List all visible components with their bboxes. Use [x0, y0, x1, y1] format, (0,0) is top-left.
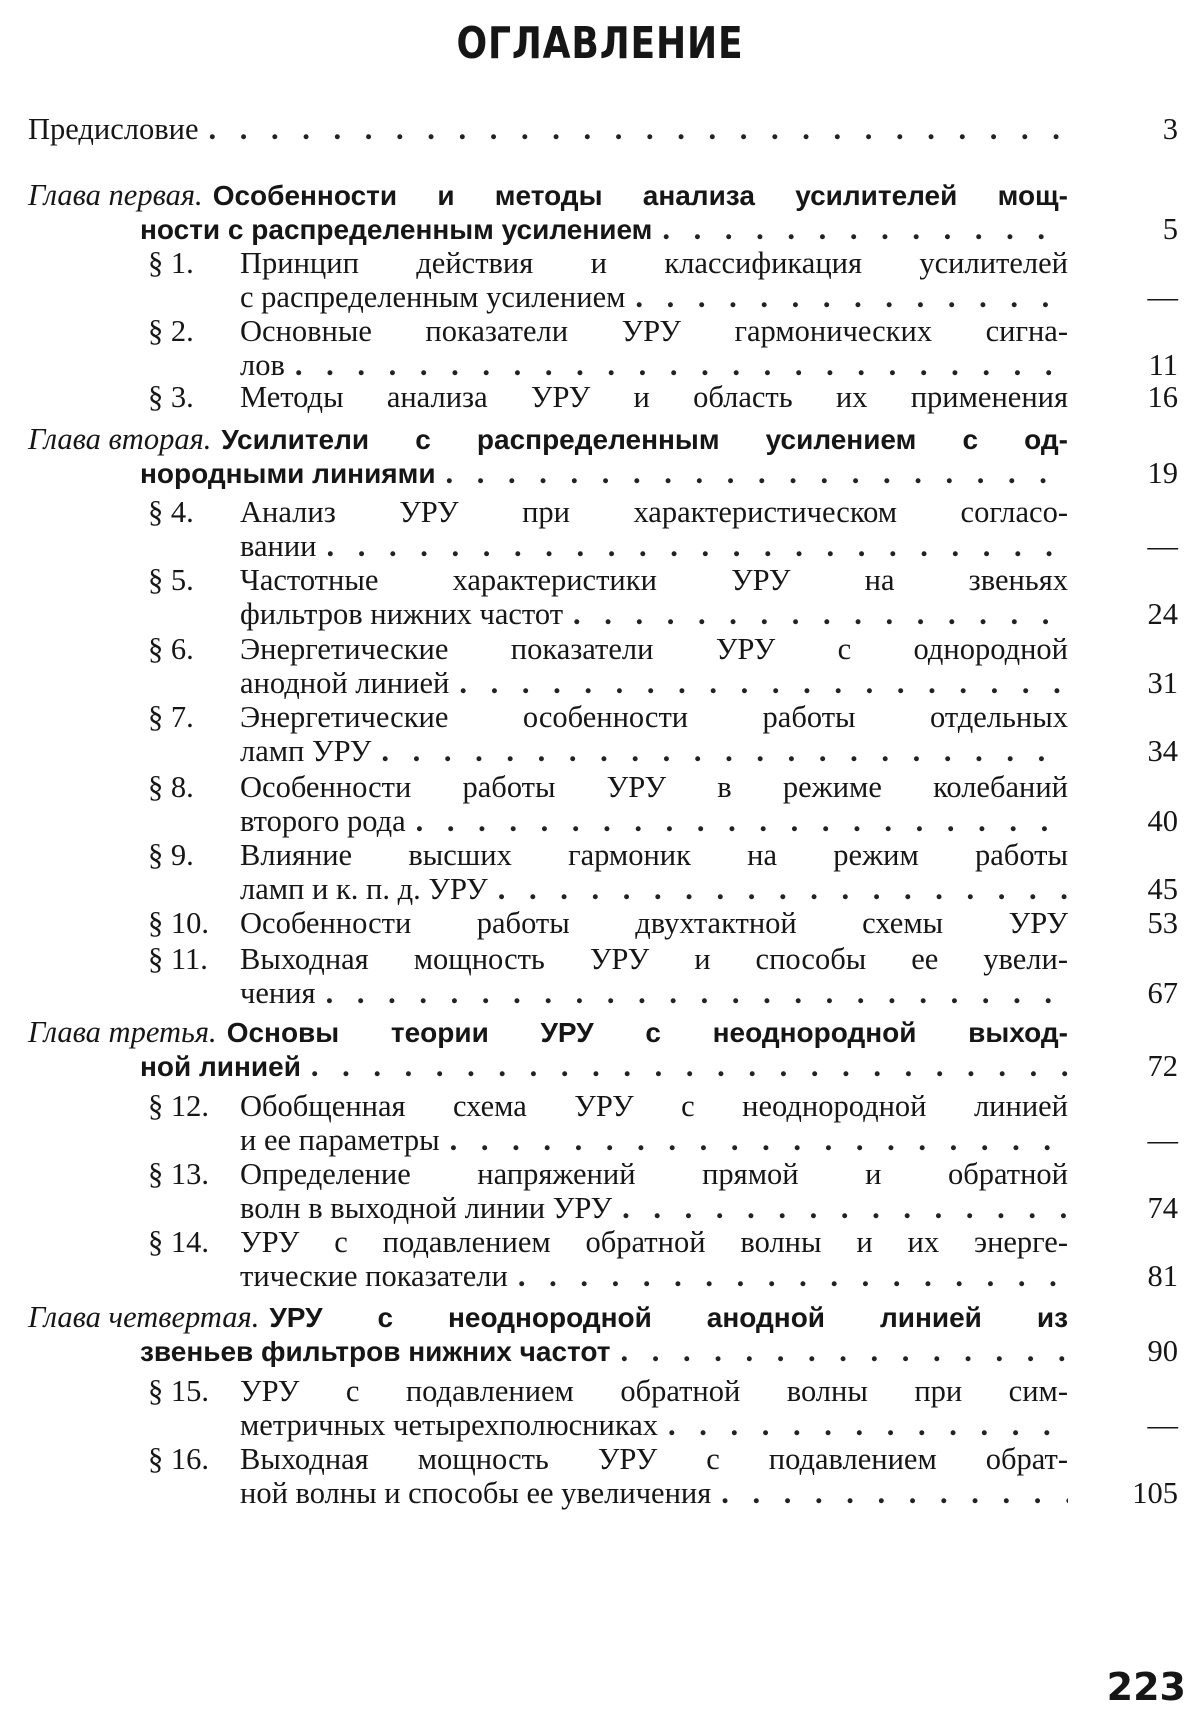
section-title-line2-text: чения — [240, 976, 316, 1010]
section-title-line2 — [240, 734, 1068, 768]
leader-dots — [311, 1049, 1068, 1083]
page-ref: 40 — [1147, 804, 1178, 838]
page-ref: 11 — [1148, 348, 1178, 382]
page-ref: — — [1147, 529, 1178, 563]
section-title-line2-text: вании — [240, 529, 317, 563]
page-ref: 19 — [1147, 456, 1178, 490]
page-ref: 24 — [1147, 597, 1178, 631]
leader-dots — [381, 734, 1068, 768]
section-number: § 11. — [148, 942, 208, 976]
section-number: § 13. — [148, 1157, 209, 1191]
page-ref: 3 — [1162, 112, 1178, 146]
section-title-line2-text: ламп и к. п. д. УРУ — [240, 872, 488, 906]
section-title-line2 — [240, 666, 1068, 700]
section-title-line2-text: ной волны и способы ее увеличения — [240, 1476, 712, 1510]
page-ref: 16 — [1147, 380, 1178, 414]
section-title-line1: Методы анализа УРУ и область их применения — [240, 380, 1068, 414]
section-title-line1: Обобщенная схема УРУ с неоднородной линией — [240, 1089, 1068, 1123]
section-title-line2 — [240, 1476, 1068, 1510]
section-number: § 12. — [148, 1089, 209, 1123]
chapter-label: Глава третья. — [28, 1015, 217, 1049]
page-ref: 31 — [1147, 666, 1178, 700]
leader-dots — [518, 1259, 1068, 1293]
section-title-line1: Частотные характеристики УРУ на звеньях — [240, 563, 1068, 597]
leader-dots — [446, 456, 1068, 490]
section-title-line1: УРУ с подавлением обратной волны при сим- — [240, 1374, 1068, 1408]
section-title-line2 — [240, 976, 1068, 1010]
section-title-line1: Принцип действия и классификация усилителей — [240, 246, 1068, 280]
leader-dots — [635, 280, 1068, 314]
section-title-line2 — [240, 529, 1068, 563]
section-title-line1: Особенности работы УРУ в режиме колебаний — [240, 770, 1068, 804]
page-title: ОГЛАВЛЕНИЕ — [456, 18, 744, 69]
page-ref: 72 — [1147, 1049, 1178, 1083]
page-ref: — — [1147, 1123, 1178, 1157]
section-title-line2 — [240, 804, 1068, 838]
chapter-label: Глава первая. — [28, 178, 203, 212]
section-title-line2 — [240, 1191, 1068, 1225]
leader-dots — [662, 212, 1068, 246]
section-title-line2 — [240, 348, 1068, 382]
section-title-line2-text: анодной линией — [240, 666, 450, 700]
section-number: § 1. — [148, 246, 194, 280]
chapter-title-line2-text: ности с распределенным усилением — [140, 214, 653, 245]
page-ref: 81 — [1147, 1259, 1178, 1293]
section-title-line1: Энергетические показатели УРУ с однородной — [240, 632, 1068, 666]
chapter-title-line2 — [140, 1049, 1068, 1084]
chapter-title-line2 — [140, 456, 1068, 491]
page-number: 223 — [1106, 1665, 1186, 1709]
section-title-line2 — [240, 1259, 1068, 1293]
section-title-line2 — [240, 597, 1068, 631]
chapter-title-line2-text: звеньев фильтров нижних частот — [140, 1336, 611, 1367]
leader-dots — [573, 597, 1068, 631]
chapter-title-line2 — [140, 212, 1068, 247]
leader-dots — [622, 1191, 1068, 1225]
section-title-line1: Энергетические особенности работы отдельных — [240, 700, 1068, 734]
chapter-label: Глава четвертая. — [28, 1300, 260, 1334]
section-title-line2 — [240, 280, 1068, 314]
chapter-heading — [28, 178, 1068, 213]
section-title-line2 — [240, 1123, 1068, 1157]
section-title-line2 — [240, 1408, 1068, 1442]
section-number: § 4. — [148, 495, 194, 529]
page-ref: 45 — [1147, 872, 1178, 906]
section-number: § 8. — [148, 770, 194, 804]
leader-dots — [327, 529, 1068, 563]
leader-dots — [295, 348, 1068, 382]
section-title-line2-text: фильтров нижних частот — [240, 597, 564, 631]
leader-dots — [209, 112, 1068, 146]
leader-dots — [459, 666, 1068, 700]
section-title-line1: Влияние высших гармоник на режим работы — [240, 838, 1068, 872]
page-ref: 105 — [1132, 1476, 1178, 1510]
chapter-title-line1: Основы теории УРУ с неоднородной выход- — [226, 1017, 1068, 1048]
preface-entry-text: Предисловие — [28, 112, 199, 146]
section-number: § 10. — [148, 906, 209, 940]
leader-dots — [450, 1123, 1068, 1157]
section-title-line2-text: волн в выходной линии УРУ — [240, 1191, 613, 1225]
section-number: § 5. — [148, 563, 194, 597]
section-number: § 15. — [148, 1374, 209, 1408]
preface-entry — [28, 112, 1068, 146]
section-number: § 9. — [148, 838, 194, 872]
page-ref: 90 — [1147, 1334, 1178, 1368]
chapter-title-line2-text: нородными линиями — [140, 458, 436, 489]
chapter-title-line1: Особенности и методы анализа усилителей мощ- — [212, 180, 1068, 211]
section-number: § 3. — [148, 380, 194, 414]
section-title-line2-text: тические показатели — [240, 1259, 508, 1293]
section-number: § 14. — [148, 1225, 209, 1259]
section-title-line1: Выходная мощность УРУ и способы ее увели- — [240, 942, 1068, 976]
chapter-title-line2 — [140, 1334, 1068, 1369]
chapter-title-line1: УРУ с неоднородной анодной линией из — [269, 1302, 1068, 1333]
leader-dots — [326, 976, 1068, 1010]
leader-dots — [621, 1334, 1068, 1368]
section-number: § 7. — [148, 700, 194, 734]
chapter-heading — [28, 1015, 1068, 1050]
section-number: § 16. — [148, 1442, 209, 1476]
section-title-line1: Определение напряжений прямой и обратной — [240, 1157, 1068, 1191]
page-ref: 34 — [1147, 734, 1178, 768]
section-title-line1: Особенности работы двухтактной схемы УРУ — [240, 906, 1068, 940]
section-title-line1: УРУ с подавлением обратной волны и их энерге- — [240, 1225, 1068, 1259]
leader-dots — [668, 1408, 1068, 1442]
chapter-heading — [28, 1300, 1068, 1335]
section-title-line2-text: метричных четырехполюсниках — [240, 1408, 658, 1442]
section-title-line2-text: с распределенным усилением — [240, 280, 626, 314]
section-number: § 2. — [148, 314, 194, 348]
section-title-line1: Основные показатели УРУ гармонических сигна- — [240, 314, 1068, 348]
page-ref: 67 — [1147, 976, 1178, 1010]
section-title-line2 — [240, 872, 1068, 906]
section-title-line2-text: лов — [240, 348, 285, 382]
chapter-label: Глава вторая. — [28, 422, 212, 456]
page-ref: — — [1147, 1408, 1178, 1442]
page-ref: 74 — [1147, 1191, 1178, 1225]
section-title-line1: Анализ УРУ при характеристическом согласо- — [240, 495, 1068, 529]
section-title-line2-text: ламп УРУ — [240, 734, 372, 768]
chapter-title-line2-text: ной линией — [140, 1051, 301, 1082]
leader-dots — [498, 872, 1068, 906]
page-ref: 5 — [1162, 212, 1178, 246]
leader-dots — [416, 804, 1068, 838]
leader-dots — [721, 1476, 1068, 1510]
section-title-line2-text: второго рода — [240, 804, 406, 838]
chapter-heading — [28, 422, 1068, 457]
section-number: § 6. — [148, 632, 194, 666]
page-ref: — — [1147, 280, 1178, 314]
section-title-line1: Выходная мощность УРУ с подавлением обрат- — [240, 1442, 1068, 1476]
chapter-title-line1: Усилители с распределенным усилением с од- — [221, 424, 1068, 455]
section-title-line2-text: и ее параметры — [240, 1123, 440, 1157]
page-ref: 53 — [1147, 906, 1178, 940]
